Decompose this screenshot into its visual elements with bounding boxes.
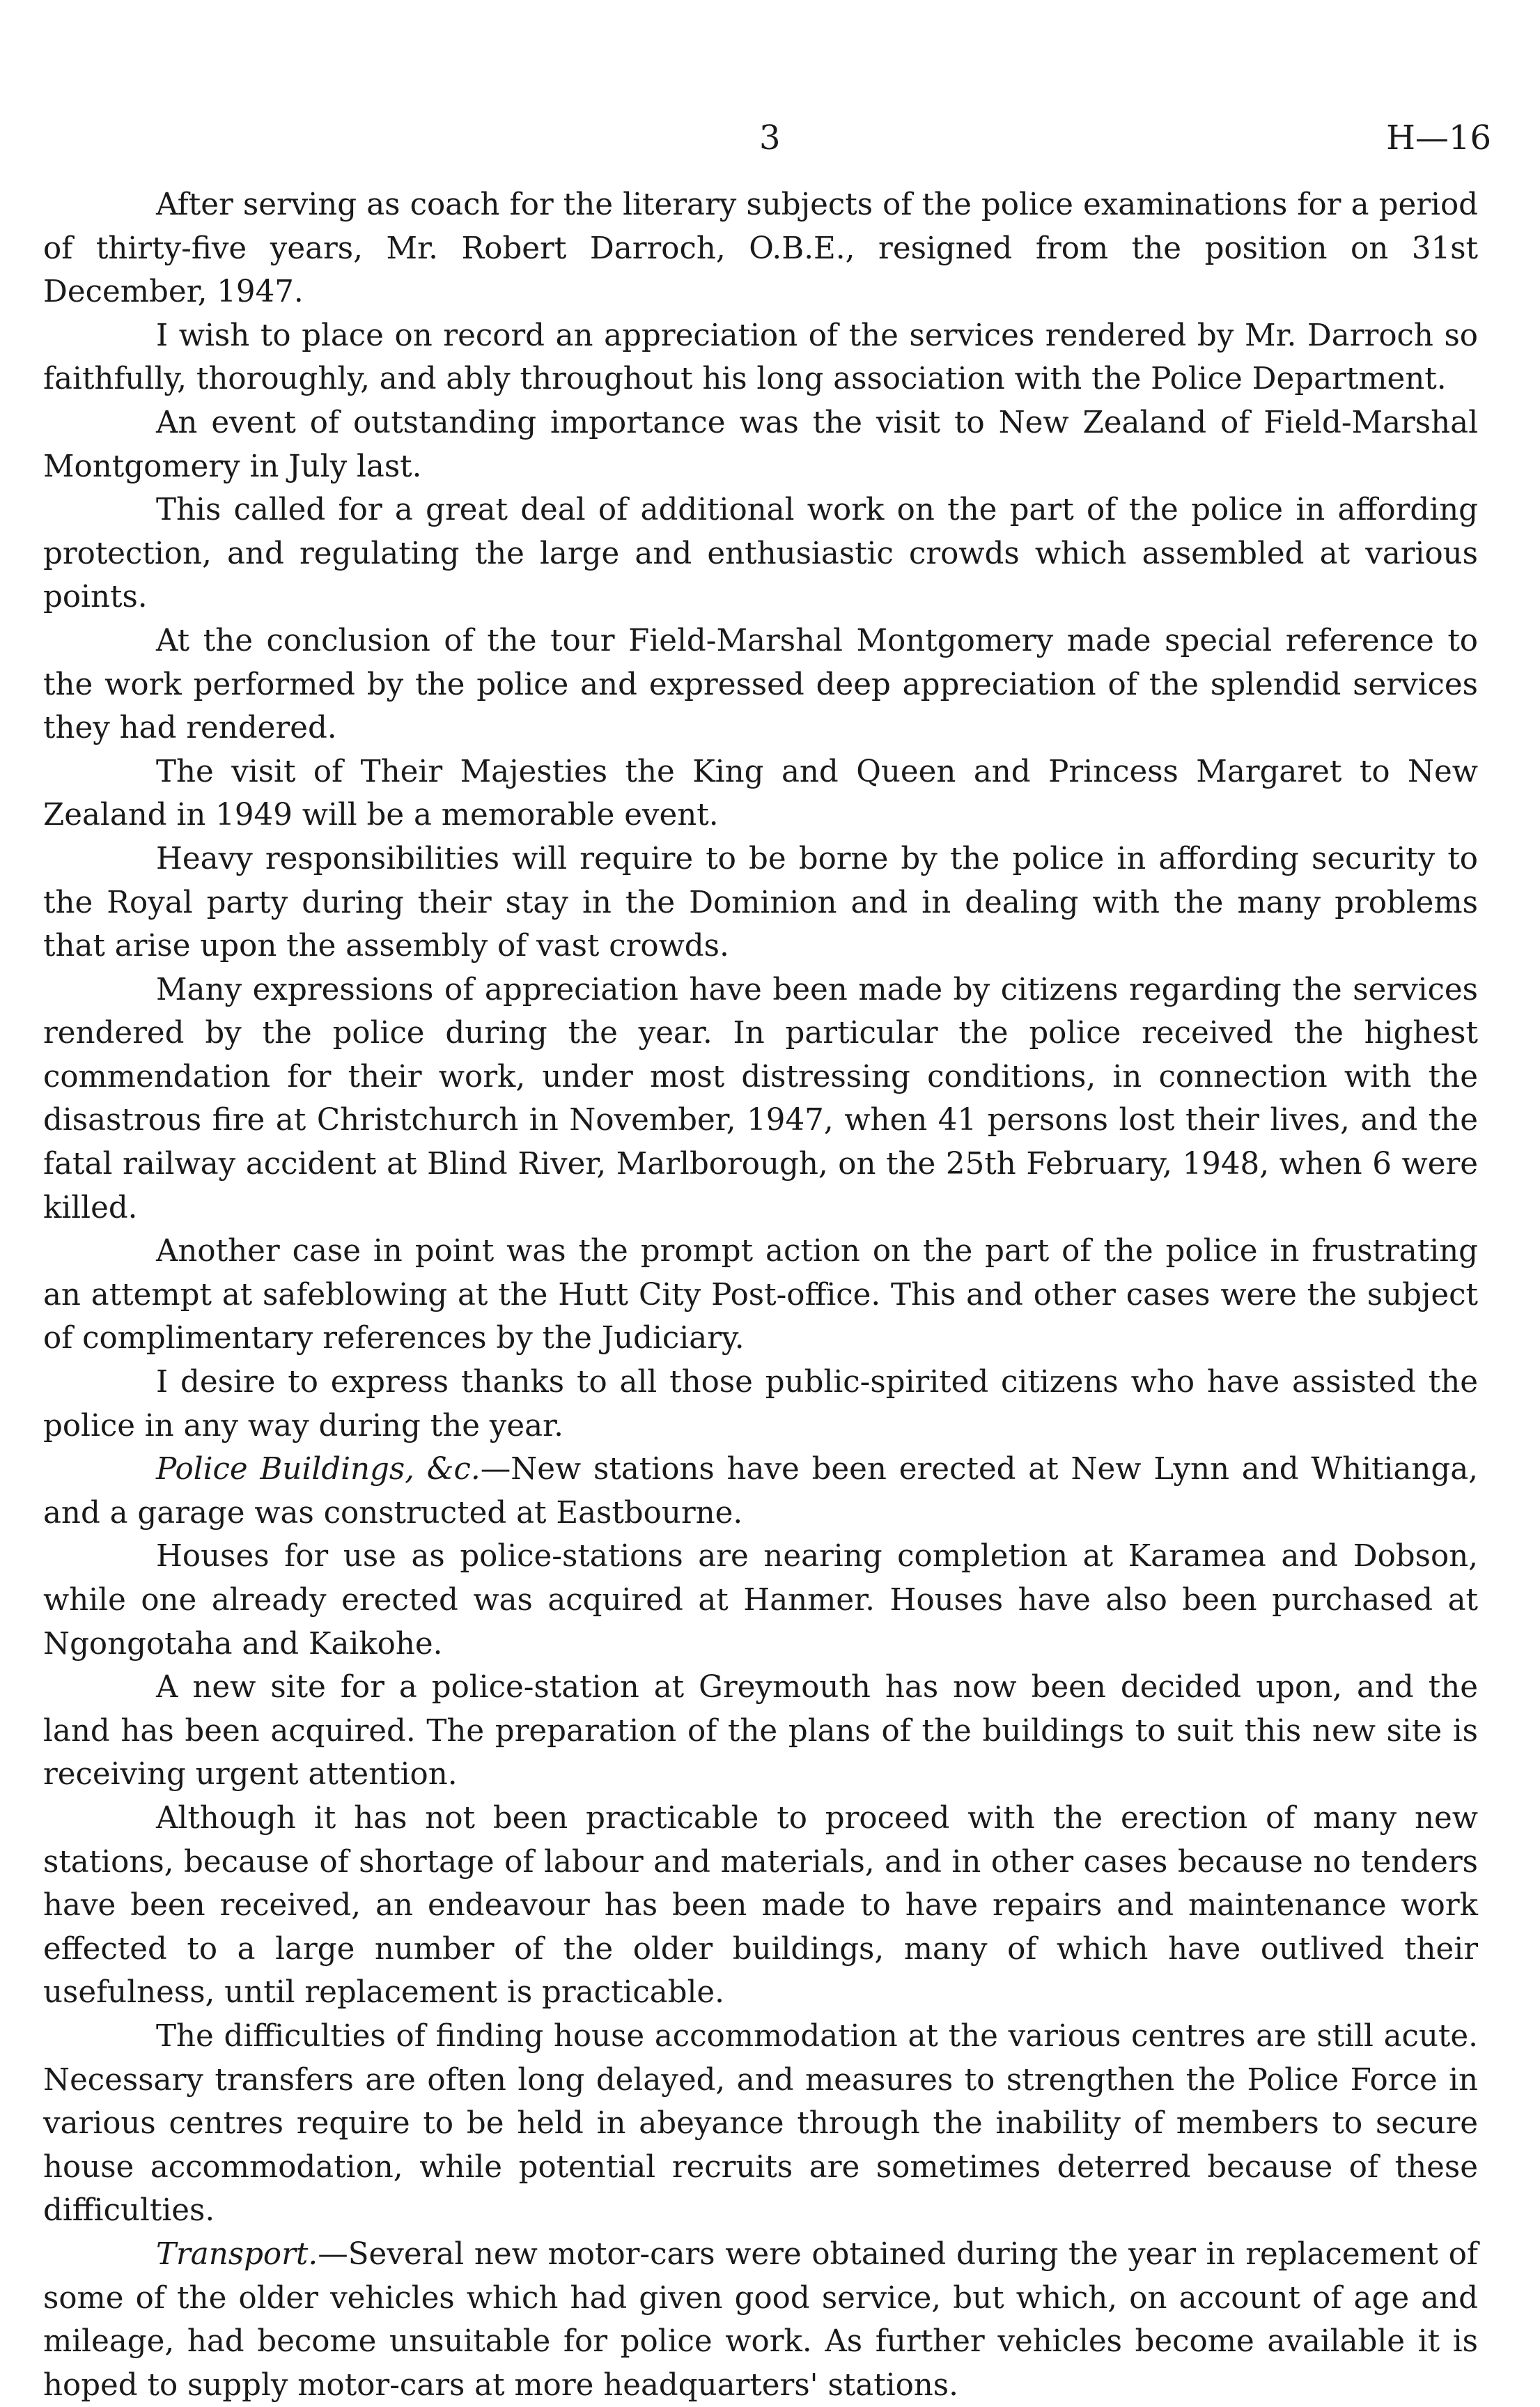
paragraph-repairs: Although it has not been practicable to proceed with the erection of many new stations, because of shortage of labour and materials, and in other cases because no tenders have been received, an endeavour has been made to have repairs and maintenance work effected to a large number of the older buildings, many of which have outlived their usefulness, until replacement is practicable. — [43, 1800, 1478, 2011]
page-number: 3 — [759, 118, 781, 157]
paragraph-thanks: I desire to express thanks to all those public-spirited citizens who have assisted the police in any way during the year. — [43, 1365, 1478, 1444]
paragraph-additional-work: This called for a great deal of additional work on the part of the police in affording protection, and regulating the large and enthusiastic crowds which assembled at various points. — [43, 493, 1478, 615]
paragraph-greymouth-site: A new site for a police-station at Greymouth has now been decided upon, and the land has been acquired. The preparation of the plans of the buildings to suit this new site is receiving urgent attention. — [43, 1670, 1478, 1793]
paragraph-safeblowing: Another case in point was the prompt action on the part of the police in frustrating an attempt at safeblowing at the Hutt City Post-office. This and other cases were the subject of complimentary references by the Judiciary. — [43, 1234, 1478, 1356]
page-header — [0, 118, 1540, 174]
paragraph-house-accommodation: The difficulties of finding house accommodation at the various centres are still acute. Necessary transfers are often long delayed, and measures to strengthen the Police Force in various centres require to be held in abeyance through the inability of members to secure house accommodation, while potential recruits are sometimes deterred because of these difficulties. — [43, 2018, 1478, 2229]
paragraph-police-buildings: Police Buildings, &c.—New stations have been erected at New Lynn and Whitianga, and a garage was constructed at Eastbourne. — [43, 1452, 1478, 1531]
paragraph-royal-visit: The visit of Their Majesties the King and Queen and Princess Margaret to New Zealand in 1949 will be a memorable event. — [43, 754, 1478, 833]
document-reference: H—16 — [1386, 118, 1491, 157]
paragraph-montgomery-visit: An event of outstanding importance was the visit to New Zealand of Field-Marshal Montgomery in July last. — [43, 405, 1478, 484]
paragraph-citizen-appreciation: Many expressions of appreciation have been made by citizens regarding the services rendered by the police during the year. In particular the police received the highest commendation for their work, under most distressing conditions, in connection with the disastrous fire at Christchurch in November, 1947, when 41 persons lost their lives, and the fatal railway accident at Blind River, Marlborough, on the 25th February, 1948, when 6 were killed. — [43, 972, 1478, 1225]
paragraph-darroch-resignation: After serving as coach for the literary subjects of the police examinations for a period of thirty-five years, Mr. Robert Darroch, O.B.E., resigned from the position on 31st December, 1947. — [43, 187, 1478, 310]
paragraph-houses: Houses for use as police-stations are nearing completion at Karamea and Dobson, while one already erected was acquired at Hanmer. Houses have also been purchased at Ngongotaha and Kaikohe. — [43, 1539, 1478, 1662]
paragraph-royal-security: Heavy responsibilities will require to be borne by the police in affording security to the Royal party during their stay in the Dominion and in dealing with the many problems that arise upon the assembly of vast crowds. — [43, 841, 1478, 964]
paragraph-darroch-appreciation: I wish to place on record an appreciation of the services rendered by Mr. Darroch so faithfully, thoroughly, and ably throughout his long association with the Police Department. — [43, 318, 1478, 397]
paragraph-montgomery-reference: At the conclusion of the tour Field-Marshal Montgomery made special reference to the work performed by the police and expressed deep appreciation of the splendid services they had rendered. — [43, 623, 1478, 746]
paragraph-transport: Transport.—Several new motor-cars were obtained during the year in replacement of some of the older vehicles which had given good service, but which, on account of age and mileage, had become unsuitable for police work. As further vehicles become available it is hoped to supply motor-cars at more headquarters' stations. — [43, 2236, 1478, 2403]
section-heading-police-buildings: Police Buildings, &c. — [156, 1452, 481, 1487]
report-body — [43, 183, 1478, 2407]
section-heading-transport: Transport. — [156, 2236, 318, 2272]
